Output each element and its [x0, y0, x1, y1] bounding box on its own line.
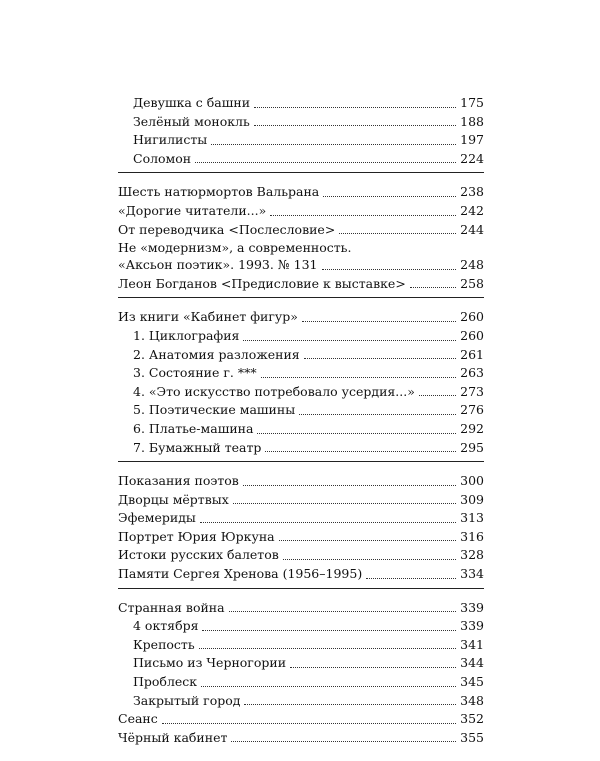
toc-entry-page: 316 [460, 528, 484, 544]
toc-entry[interactable] [118, 599, 484, 618]
toc-entry-page: 300 [460, 473, 484, 489]
toc-entry[interactable] [118, 401, 484, 420]
toc-entry-page: 295 [460, 439, 484, 455]
toc-entry-title: «Дорогие читатели...» [118, 202, 267, 218]
toc-entry[interactable] [118, 654, 484, 673]
toc-entry-page: 344 [460, 655, 484, 671]
toc-entry-page: 292 [460, 420, 484, 436]
toc-entry[interactable] [118, 617, 484, 636]
toc-entry-title: Письмо из Черногории [133, 655, 287, 671]
toc-entry[interactable] [118, 546, 484, 565]
toc-entry-title: Истоки русских балетов [118, 547, 279, 563]
toc-entry-page: 345 [460, 674, 484, 690]
toc-entry[interactable] [118, 113, 484, 132]
toc-entry-page: 260 [460, 327, 484, 343]
toc-entry[interactable] [118, 383, 484, 402]
dot-leader [199, 648, 456, 649]
toc-entry[interactable] [118, 509, 484, 528]
toc-entry[interactable] [118, 202, 484, 221]
toc-entry[interactable] [118, 364, 484, 383]
dot-leader [339, 233, 456, 234]
dot-leader [244, 704, 456, 705]
dot-leader [304, 358, 456, 359]
toc-entry-page: 258 [460, 275, 484, 291]
toc-entry[interactable] [118, 131, 484, 150]
toc-entry[interactable] [118, 221, 484, 240]
table-of-contents [118, 94, 484, 761]
dot-leader [410, 287, 456, 288]
toc-entry[interactable] [118, 636, 484, 655]
toc-entry[interactable] [118, 94, 484, 113]
dot-leader [254, 125, 456, 126]
toc-entry-title: «Аксьон поэтик». 1993. № 131 [118, 257, 318, 273]
toc-entry-page: 328 [460, 547, 484, 563]
toc-entry-page: 309 [460, 491, 484, 507]
toc-entry-page: 339 [460, 599, 484, 615]
dot-leader [257, 433, 456, 434]
toc-entry-title: Эфемериды [118, 510, 196, 526]
toc-entry-title: Из книги «Кабинет фигур» [118, 309, 298, 325]
toc-entry[interactable] [118, 692, 484, 711]
toc-entry[interactable] [118, 183, 484, 202]
dot-leader [265, 451, 456, 452]
dot-leader [279, 540, 457, 541]
dot-leader [302, 321, 456, 322]
dot-leader [233, 503, 456, 504]
toc-entry-title: Странная война [118, 599, 225, 615]
dot-leader [323, 196, 456, 197]
dot-leader [231, 741, 456, 742]
dot-leader [200, 522, 456, 523]
toc-entry[interactable] [118, 729, 484, 748]
dot-leader [195, 162, 456, 163]
dot-leader [162, 723, 456, 724]
toc-entry-page: 261 [460, 346, 484, 362]
toc-entry-page: 313 [460, 510, 484, 526]
dot-leader [211, 144, 456, 145]
toc-entry-title: Соломон [133, 150, 192, 166]
toc-entry-page: 276 [460, 402, 484, 418]
toc-entry[interactable] [118, 472, 484, 491]
toc-entry-multiline[interactable] [118, 239, 484, 275]
toc-group-1 [118, 94, 484, 173]
dot-leader [202, 630, 456, 631]
toc-entry[interactable] [118, 346, 484, 365]
dot-leader [419, 395, 456, 396]
toc-entry-title: Дворцы мёртвых [118, 491, 229, 507]
toc-entry[interactable] [118, 327, 484, 346]
toc-entry-page: 352 [460, 711, 484, 727]
toc-entry-title: Сеанс [118, 711, 158, 727]
toc-entry-page: 341 [460, 636, 484, 652]
toc-entry-title: 3. Состояние г. *** [133, 365, 257, 381]
toc-entry[interactable] [118, 565, 484, 584]
toc-entry[interactable] [118, 275, 484, 294]
toc-entry-title: От переводчика <Послесловие> [118, 221, 336, 237]
toc-group-3 [118, 308, 484, 462]
toc-group-2 [118, 183, 484, 298]
dot-leader [229, 611, 457, 612]
toc-entry-title: Девушка с башни [133, 95, 251, 110]
toc-entry-title: Памяти Сергея Хренова (1956–1995) [118, 566, 363, 582]
toc-group-4 [118, 472, 484, 589]
dot-leader [322, 269, 457, 270]
toc-entry-title: Чёрный кабинет [118, 729, 228, 745]
dot-leader [270, 215, 456, 216]
toc-entry[interactable] [118, 528, 484, 547]
toc-entry-title: Нигилисты [133, 132, 208, 148]
toc-entry-page: 355 [460, 729, 484, 745]
toc-entry[interactable] [118, 710, 484, 729]
toc-entry-title: 2. Анатомия разложения [133, 346, 300, 362]
toc-entry-page: 238 [460, 184, 484, 200]
toc-entry[interactable] [118, 439, 484, 458]
toc-entry-title: Портрет Юрия Юркуна [118, 528, 275, 544]
dot-leader [283, 559, 456, 560]
toc-entry-page: 334 [460, 566, 484, 582]
toc-entry-title: Закрытый город [133, 692, 241, 708]
toc-entry-title-line1: Не «модернизм», а современность. [118, 240, 352, 256]
toc-entry-title: Проблеск [133, 674, 198, 690]
toc-entry-title: 4. «Это искусство потребовало усердия...» [133, 383, 415, 399]
dot-leader [243, 340, 456, 341]
dot-leader [299, 414, 456, 415]
toc-entry-title: Леон Богданов <Предисловие к выставке> [118, 275, 406, 291]
toc-entry-page: 188 [460, 113, 484, 129]
toc-entry-page: 273 [460, 383, 484, 399]
toc-entry-page: 348 [460, 692, 484, 708]
toc-entry-page: 260 [460, 309, 484, 325]
toc-entry[interactable] [118, 308, 484, 327]
dot-leader [366, 578, 456, 579]
toc-group-5 [118, 599, 484, 752]
toc-entry-page: 248 [460, 257, 484, 273]
toc-entry-page: 263 [460, 365, 484, 381]
toc-entry-title: 6. Платье-машина [133, 420, 254, 436]
toc-entry-title: 7. Бумажный театр [133, 439, 262, 455]
dot-leader [290, 667, 456, 668]
toc-entry[interactable] [118, 491, 484, 510]
toc-entry-title: Показания поэтов [118, 473, 239, 489]
toc-entry-page: 175 [460, 95, 484, 110]
toc-entry[interactable] [118, 420, 484, 439]
dot-leader [261, 377, 457, 378]
toc-entry-title: Шесть натюрмортов Вальрана [118, 184, 320, 200]
toc-entry-page: 339 [460, 618, 484, 634]
toc-entry-page: 224 [460, 150, 484, 166]
dot-leader [201, 686, 456, 687]
toc-entry[interactable] [118, 673, 484, 692]
toc-entry-page: 197 [460, 132, 484, 148]
toc-entry-title: Зелёный монокль [133, 113, 250, 129]
dot-leader [243, 485, 456, 486]
toc-entry-page: 242 [460, 202, 484, 218]
toc-entry-title: 4 октября [133, 618, 199, 634]
dot-leader [254, 107, 456, 108]
toc-entry [118, 256, 484, 275]
toc-entry-page: 244 [460, 221, 484, 237]
toc-entry[interactable] [118, 150, 484, 169]
toc-entry-title: 5. Поэтические машины [133, 402, 296, 418]
toc-entry-title: Крепость [133, 636, 195, 652]
toc-entry-title: 1. Циклография [133, 327, 240, 343]
